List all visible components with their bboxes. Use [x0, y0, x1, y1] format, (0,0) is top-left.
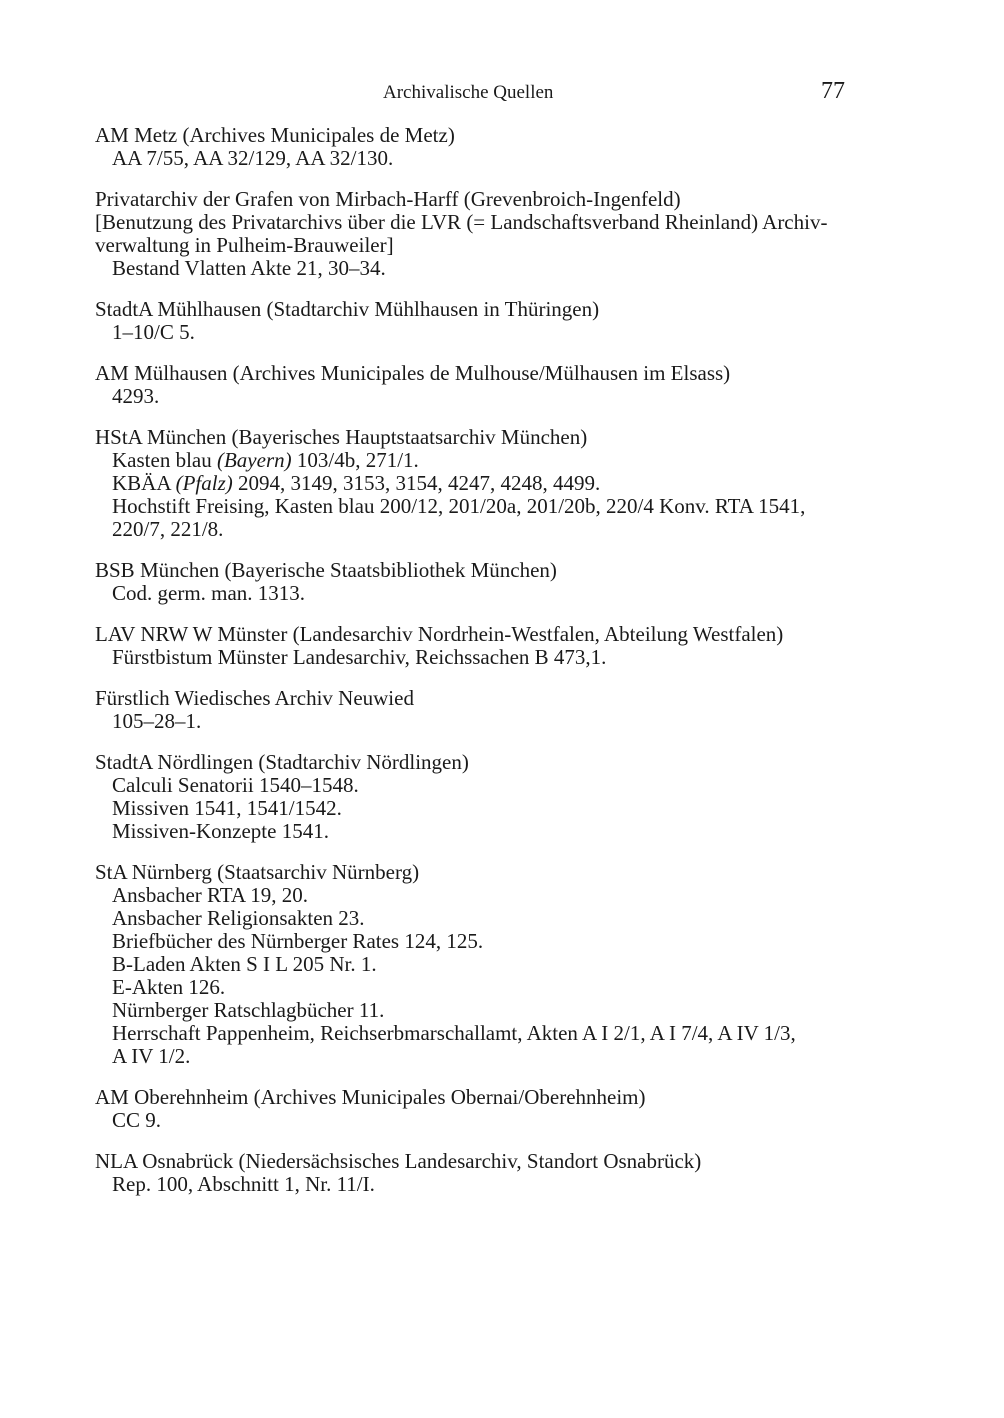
archive-item: 4293. [112, 384, 160, 408]
archive-item: E-Akten 126. [112, 975, 226, 999]
archive-item: Missiven 1541, 1541/1542. [112, 796, 342, 820]
archive-entry-stadta-noerdlingen [95, 751, 847, 843]
running-header: Archivalische Quellen [383, 82, 554, 103]
archive-item: Ansbacher Religionsakten 23. [112, 906, 365, 930]
archive-note: [Benutzung des Privatarchivs über die LVR (= Landschaftsverband Rheinland) Archiv- [95, 210, 828, 234]
archive-heading: StadtA Mühlhausen (Stadtarchiv Mühlhausen in Thüringen) [95, 297, 600, 321]
archive-item: Briefbücher des Nürnberger Rates 124, 125. [112, 929, 484, 953]
archive-note: verwaltung in Pulheim-Brauweiler] [95, 233, 394, 257]
archive-item: 1–10/C 5. [112, 320, 195, 344]
archive-item: 220/7, 221/8. [112, 517, 224, 541]
archive-entry-stadta-muehlhausen [95, 298, 847, 344]
archive-item: AA 7/55, AA 32/129, AA 32/130. [112, 146, 394, 170]
item-italic: (Pfalz) [175, 471, 233, 495]
archive-item: Ansbacher RTA 19, 20. [112, 883, 308, 907]
archive-entry-hsta-muenchen [95, 426, 847, 541]
archive-entry-am-oberehnheim [95, 1086, 847, 1132]
archive-entry-sta-nuernberg [95, 861, 847, 1068]
item-text: 103/4b, 271/1. [296, 448, 419, 472]
archive-item: Fürstbistum Münster Landesarchiv, Reichssachen B 473,1. [112, 645, 607, 669]
archive-heading: StA Nürnberg (Staatsarchiv Nürnberg) [95, 860, 420, 884]
archive-item [95, 449, 847, 472]
archive-entry-am-metz [95, 124, 847, 170]
archive-item: Herrschaft Pappenheim, Reichserbmarschallamt, Akten A I 2/1, A I 7/4, A IV 1/3, [112, 1021, 796, 1045]
archive-item: Bestand Vlatten Akte 21, 30–34. [112, 256, 386, 280]
item-text: Kasten blau [112, 448, 212, 472]
item-text: KBÄA [112, 471, 171, 495]
item-text: 2094, 3149, 3153, 3154, 4247, 4248, 4499. [238, 471, 601, 495]
archive-heading: AM Metz (Archives Municipales de Metz) [95, 123, 455, 147]
archive-heading: BSB München (Bayerische Staatsbibliothek München) [95, 558, 557, 582]
archive-heading: Privatarchiv der Grafen von Mirbach-Harff (Grevenbroich-Ingenfeld) [95, 187, 681, 211]
archive-entry-nla-osnabrueck [95, 1150, 847, 1196]
archive-entry-mirbach-harff [95, 188, 847, 280]
archive-entry-bsb-muenchen [95, 559, 847, 605]
item-italic: (Bayern) [216, 448, 292, 472]
archive-item: 105–28–1. [112, 709, 202, 733]
archive-item: Cod. germ. man. 1313. [112, 581, 306, 605]
archive-heading: Fürstlich Wiedisches Archiv Neuwied [95, 686, 414, 710]
archive-entry-lav-nrw-muenster [95, 623, 847, 669]
archive-heading: AM Mülhausen (Archives Municipales de Mulhouse/Mülhausen im Elsass) [95, 361, 731, 385]
archive-heading: AM Oberehnheim (Archives Municipales Obernai/Oberehnheim) [95, 1085, 646, 1109]
page-number: 77 [821, 78, 845, 104]
archive-item: Hochstift Freising, Kasten blau 200/12, 201/20a, 201/20b, 220/4 Konv. RTA 1541, [112, 494, 806, 518]
archive-item: Calculi Senatorii 1540–1548. [112, 773, 359, 797]
archive-item: Missiven-Konzepte 1541. [112, 819, 329, 843]
archive-source-list [95, 124, 847, 1214]
archive-entry-am-muelhausen [95, 362, 847, 408]
archive-item: A IV 1/2. [112, 1044, 191, 1068]
archive-item [95, 472, 847, 495]
archive-heading: HStA München (Bayerisches Hauptstaatsarchiv München) [95, 425, 588, 449]
archive-heading: LAV NRW W Münster (Landesarchiv Nordrhein-Westfalen, Abteilung Westfalen) [95, 622, 784, 646]
archive-heading: NLA Osnabrück (Niedersächsisches Landesarchiv, Standort Osnabrück) [95, 1149, 702, 1173]
archive-item: B-Laden Akten S I L 205 Nr. 1. [112, 952, 377, 976]
archive-item: CC 9. [112, 1108, 162, 1132]
archive-item: Rep. 100, Abschnitt 1, Nr. 11/I. [112, 1172, 375, 1196]
archive-heading: StadtA Nördlingen (Stadtarchiv Nördlingen) [95, 750, 469, 774]
archive-entry-wiedisches-archiv [95, 687, 847, 733]
archive-item: Nürnberger Ratschlagbücher 11. [112, 998, 385, 1022]
